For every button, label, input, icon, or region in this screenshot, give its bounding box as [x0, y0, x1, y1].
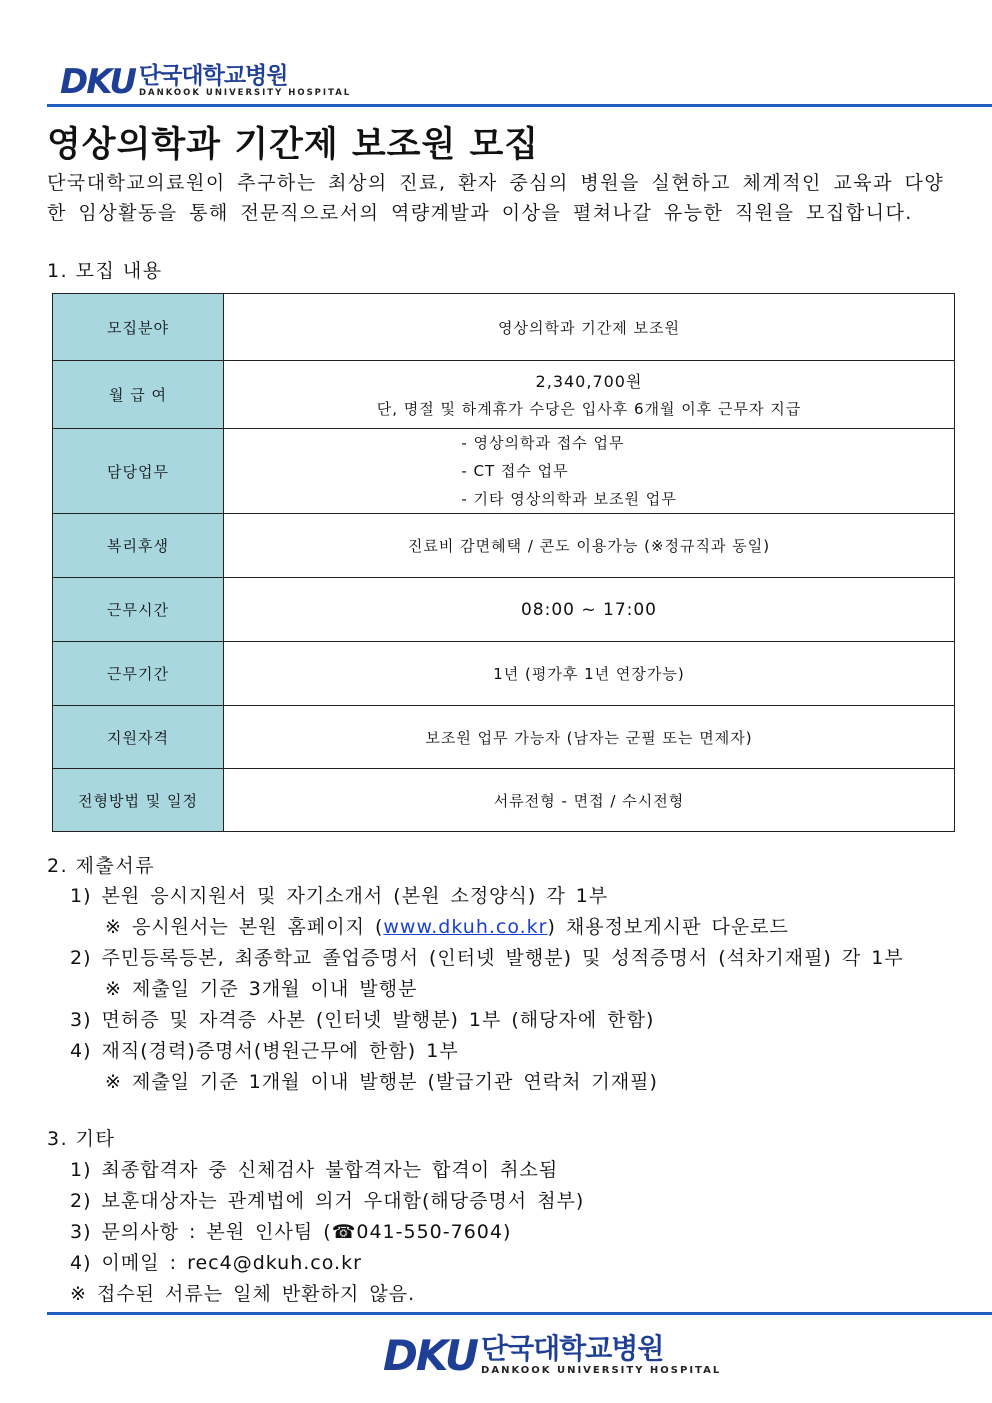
list-note: ※ 제출일 기준 1개월 이내 발행분 (발급기관 연락처 기재필): [105, 1071, 658, 1093]
table-row: [53, 514, 955, 578]
homepage-link[interactable]: www.dkuh.co.kr: [383, 916, 548, 938]
documents-list: [70, 881, 904, 1098]
list-item: 4) 재직(경력)증명서(병원근무에 한함) 1부: [70, 1040, 459, 1062]
row-key: 모집분야: [53, 294, 224, 361]
table-row: [53, 429, 955, 514]
logo-mark: DKU: [60, 62, 135, 102]
list-note: [70, 912, 904, 943]
logo-name-ko: 단국대학교병원: [138, 63, 288, 89]
recruit-table: [52, 293, 955, 832]
list-item: 1) 최종합격자 중 신체검사 불합격자는 합격이 취소됨: [70, 1159, 559, 1181]
duty-item: - CT 접수 업무: [461, 462, 569, 480]
list-item: 2) 보훈대상자는 관계법에 의거 우대함(해당증명서 첨부): [70, 1190, 585, 1212]
row-key: 전형방법 및 일정: [53, 769, 224, 832]
duty-list: [461, 429, 676, 513]
table-row: [53, 769, 955, 832]
footer-logo: [383, 1331, 722, 1380]
note-text: ) 채용정보게시판 다운로드: [547, 916, 789, 938]
section3-heading: 3. 기타: [47, 1128, 116, 1150]
list-item: 3) 문의사항 : 본원 인사팀 (☎041-550-7604): [70, 1221, 512, 1243]
header-logo: [60, 62, 352, 102]
section2-heading: 2. 제출서류: [47, 855, 156, 877]
row-value: 서류전형 - 면접 / 수시전형: [224, 769, 955, 832]
salary-note: 단, 명절 및 하계휴가 수당은 입사후 6개월 이후 근무자 지급: [376, 399, 802, 418]
table-row: [53, 642, 955, 706]
duty-item: - 기타 영상의학과 보조원 업무: [461, 490, 677, 508]
list-item: 4) 이메일 : rec4@dkuh.co.kr: [70, 1252, 362, 1274]
row-value: [224, 429, 955, 514]
row-value: 진료비 감면혜택 / 콘도 이용가능 (※정규직과 동일): [224, 514, 955, 578]
page-title: 영상의학과 기간제 보조원 모집: [47, 125, 540, 165]
row-key: 근무기간: [53, 642, 224, 706]
section1-heading: 1. 모집 내용: [47, 260, 163, 282]
row-value: 보조원 업무 가능자 (남자는 군필 또는 면제자): [224, 706, 955, 769]
other-list: [70, 1155, 584, 1310]
row-key: 근무시간: [53, 578, 224, 642]
row-key: 복리후생: [53, 514, 224, 578]
logo-name-en: DANKOOK UNIVERSITY HOSPITAL: [138, 88, 352, 98]
duty-item: - 영상의학과 접수 업무: [461, 434, 625, 452]
header-divider: [47, 104, 992, 107]
table-row: [53, 294, 955, 361]
row-key: 지원자격: [53, 706, 224, 769]
logo-mark: DKU: [383, 1331, 478, 1380]
row-value: 1년 (평가후 1년 연장가능): [224, 642, 955, 706]
salary-amount: 2,340,700원: [535, 371, 643, 391]
row-key: 월 급 여: [53, 361, 224, 429]
list-item: ※ 접수된 서류는 일체 반환하지 않음.: [70, 1283, 416, 1305]
list-item: 3) 면허증 및 자격증 사본 (인터넷 발행분) 1부 (해당자에 한함): [70, 1009, 655, 1031]
logo-name-en: DANKOOK UNIVERSITY HOSPITAL: [481, 1365, 722, 1376]
row-value: [224, 361, 955, 429]
footer-divider: [47, 1312, 992, 1315]
list-item: 1) 본원 응시지원서 및 자기소개서 (본원 소정양식) 각 1부: [70, 885, 609, 907]
list-item: 2) 주민등록등본, 최종학교 졸업증명서 (인터넷 발행분) 및 성적증명서 (석차기재필) 각 1부: [70, 947, 904, 969]
logo-name-ko: 단국대학교병원: [481, 1332, 664, 1365]
note-text: ※ 응시원서는 본원 홈페이지 (: [105, 916, 384, 938]
table-row: [53, 578, 955, 642]
row-value: 영상의학과 기간제 보조원: [224, 294, 955, 361]
table-row: [53, 361, 955, 429]
intro-text: 단국대학교의료원이 추구하는 최상의 진료, 환자 중심의 병원을 실현하고 체계적인 교육과 다양한 임상활동을 통해 전문직으로서의 역량계발과 이상을 펼쳐나갈 유능한 직원을 모집합니다.: [47, 172, 945, 224]
row-key: 담당업무: [53, 429, 224, 514]
list-note: ※ 제출일 기준 3개월 이내 발행분: [105, 978, 418, 1000]
table-row: [53, 706, 955, 769]
row-value: 08:00 ~ 17:00: [224, 578, 955, 642]
